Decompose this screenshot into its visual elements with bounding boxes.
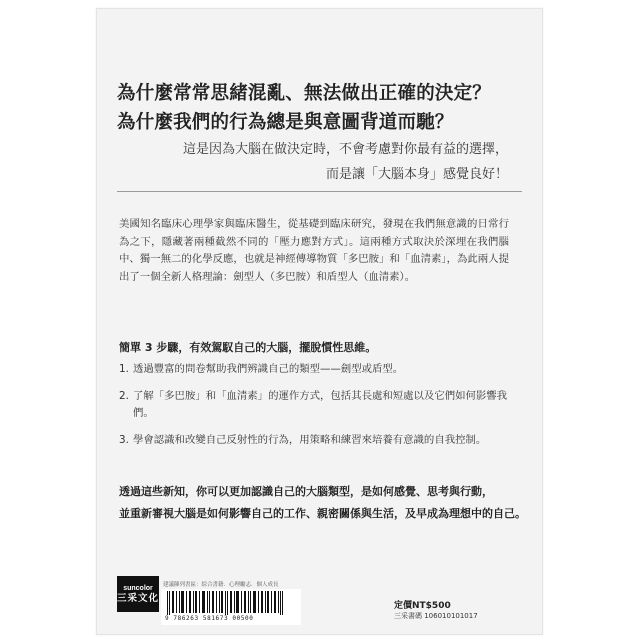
intro-line-1: 這是因為大腦在做決定時，不會考慮對你最有益的選擇，: [182, 142, 508, 157]
headline: [117, 79, 522, 137]
headline-line-2: 為什麼我們的行為總是與意圖背道而馳？: [117, 112, 454, 133]
closing-line-2: 並重新審視大腦是如何影響自己的工作、親密關係與生活，及早成為理想中的自己。: [119, 507, 526, 520]
step-number: 2.: [119, 390, 129, 402]
steps-list: [119, 361, 514, 459]
closing-line-1: 透過這些新知，你可以更加認識自己的大腦類型，是如何感覺、思考與行動，: [119, 485, 493, 498]
closing-paragraph: [119, 481, 526, 525]
book-back-cover: [96, 8, 543, 635]
publisher-code: 三采書碼 106010101017: [394, 612, 478, 620]
intro-line-2: 而是讓「大腦本身」感覺良好！: [325, 167, 508, 182]
step-item: [119, 388, 514, 422]
step-number: 3.: [119, 434, 129, 446]
shelving-category: 建議陳列書區：綜合書籍．心理勵志．個人成長: [163, 582, 279, 588]
barcode: [161, 589, 301, 625]
price: 定價NT$500: [394, 601, 451, 611]
divider: [117, 191, 522, 192]
barcode-number: 9 786263 581673 00500: [165, 615, 254, 622]
step-number: 1.: [119, 363, 129, 375]
step-text: 透過豐富的問卷幫助我們辨識自己的類型——劍型或盾型。: [133, 363, 404, 375]
step-item: [119, 432, 514, 449]
logo-chinese: 三采文化: [117, 592, 160, 604]
step-text: 了解「多巴胺」和「血清素」的運作方式，包括其長處和短處以及它們如何影響我們。: [133, 390, 508, 419]
publisher-logo: [117, 576, 159, 612]
steps-title: 簡單 3 步驟，有效駕馭自己的大腦，擺脫慣性思維。: [119, 341, 377, 354]
step-text: 學會認識和改變自己反射性的行為，用策略和練習來培養有意識的自我控制。: [133, 434, 487, 446]
step-item: [119, 361, 514, 378]
body-paragraph: 美國知名臨床心理學家與臨床醫生，從基礎到臨床研究，發現在我們無意識的日常行為之下，隱藏著兩種截然不同的「壓力應對方式」。這兩種方式取決於深埋在我們腦中、獨一無二的化學反應，也就是神經傳導物質「多巴胺」和「血清素」，為此兩人提出了一個全新人格理論：劍型人（多巴胺）和盾型人（血清素）。: [119, 218, 509, 283]
barcode-bars: [167, 591, 295, 615]
logo-english: suncolor: [123, 584, 153, 592]
intro-quote: [183, 137, 508, 187]
headline-line-1: 為什麼常常思緒混亂、無法做出正確的決定？: [117, 83, 492, 104]
